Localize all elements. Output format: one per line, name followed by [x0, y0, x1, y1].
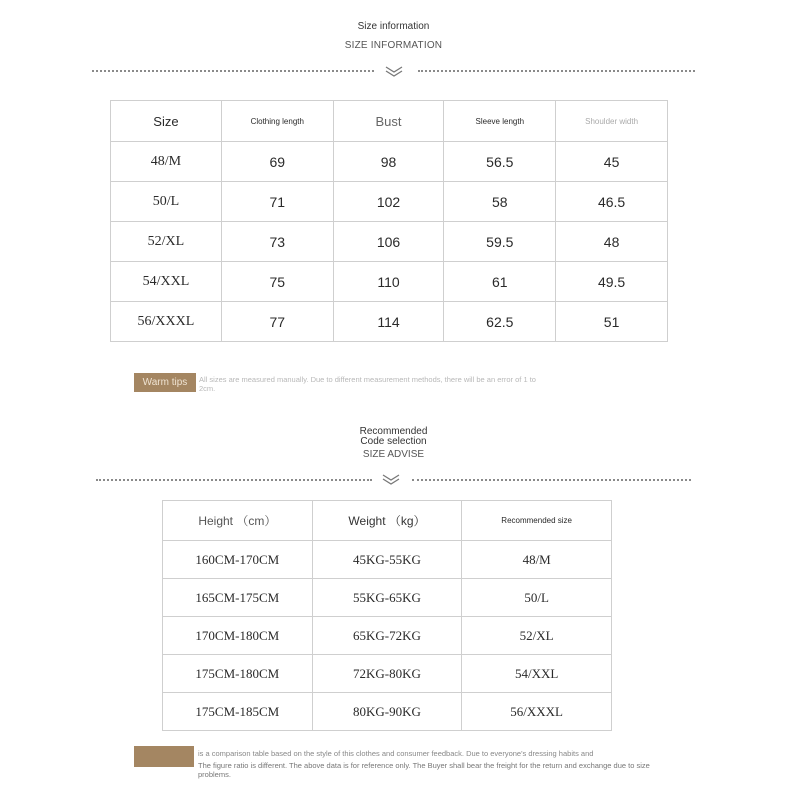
- advise-table-header: [163, 501, 612, 541]
- size-table: [110, 100, 668, 342]
- size-info-subtitle: SIZE INFORMATION: [344, 40, 443, 51]
- header-shoulder-width: Shoulder width: [556, 101, 668, 142]
- size-cell: 54/XXL: [111, 262, 222, 302]
- table-row: [163, 541, 612, 579]
- header-sleeve-length: Sleeve length: [444, 101, 556, 142]
- sleeve-length-cell: 62.5: [444, 302, 556, 342]
- clothing-length-cell: 71: [221, 182, 333, 222]
- height-cell: 165CM-175CM: [163, 579, 313, 617]
- height-cell: 170CM-180CM: [163, 617, 313, 655]
- weight-cell: 55KG-65KG: [312, 579, 462, 617]
- height-cell: 160CM-170CM: [163, 541, 313, 579]
- bust-cell: 110: [333, 262, 444, 302]
- recommended-size-cell: 50/L: [462, 579, 612, 617]
- recommended-title-line1: Recommended: [359, 426, 428, 437]
- size-table-header: [111, 101, 668, 142]
- height-cell: 175CM-185CM: [163, 693, 313, 731]
- divider-right: [418, 70, 695, 72]
- divider-right: [412, 479, 691, 481]
- bust-cell: 114: [333, 302, 444, 342]
- bust-cell: 102: [333, 182, 444, 222]
- clothing-length-cell: 77: [221, 302, 333, 342]
- size-cell: 52/XL: [111, 222, 222, 262]
- table-row: [163, 693, 612, 731]
- table-row: [111, 302, 668, 342]
- header-height: Height （cm）: [163, 501, 313, 541]
- header-clothing-length: Clothing length: [221, 101, 333, 142]
- bust-cell: 106: [333, 222, 444, 262]
- sleeve-length-cell: 58: [444, 182, 556, 222]
- divider-left: [96, 479, 372, 481]
- recommended-size-cell: 52/XL: [462, 617, 612, 655]
- header-weight: Weight （kg）: [312, 501, 462, 541]
- sleeve-length-cell: 59.5: [444, 222, 556, 262]
- weight-cell: 45KG-55KG: [312, 541, 462, 579]
- size-cell: 56/XXXL: [111, 302, 222, 342]
- recommended-size-cell: 56/XXXL: [462, 693, 612, 731]
- header-bust: Bust: [333, 101, 444, 142]
- header-size: Size: [111, 101, 222, 142]
- size-advise-table: [162, 500, 612, 731]
- clothing-length-cell: 69: [221, 142, 333, 182]
- shoulder-width-cell: 51: [556, 302, 668, 342]
- recommended-size-cell: 48/M: [462, 541, 612, 579]
- note-line2: The figure ratio is different. The above data is for reference only. The Buyer shall bear the freight for the return and exchange due to size problems.: [198, 761, 650, 779]
- weight-cell: 80KG-90KG: [312, 693, 462, 731]
- divider-left: [92, 70, 374, 72]
- table-row: [111, 142, 668, 182]
- table-row: [111, 182, 668, 222]
- size-cell: 48/M: [111, 142, 222, 182]
- table-row: [163, 617, 612, 655]
- height-cell: 175CM-180CM: [163, 655, 313, 693]
- shoulder-width-cell: 45: [556, 142, 668, 182]
- sleeve-length-cell: 56.5: [444, 142, 556, 182]
- weight-cell: 72KG-80KG: [312, 655, 462, 693]
- recommended-title-line2: Code selection: [360, 436, 427, 447]
- header-recommended-size: Recommended size: [462, 501, 612, 541]
- chevron-down-icon: [381, 474, 401, 486]
- warm-tips-badge: Warm tips: [134, 373, 196, 392]
- size-advise-subtitle: SIZE ADVISE: [362, 449, 425, 460]
- note-line1: is a comparison table based on the style of this clothes and consumer feedback. Due to everyone's dressing habits and: [198, 749, 594, 758]
- table-row: [163, 579, 612, 617]
- table-row: [111, 262, 668, 302]
- table-row: [111, 222, 668, 262]
- warm-tips-text: All sizes are measured manually. Due to different measurement methods, there will be an error of 1 to 2cm.: [199, 375, 536, 393]
- bust-cell: 98: [333, 142, 444, 182]
- chevron-down-icon: [384, 66, 404, 78]
- table-row: [163, 655, 612, 693]
- recommended-size-cell: 54/XXL: [462, 655, 612, 693]
- shoulder-width-cell: 46.5: [556, 182, 668, 222]
- sleeve-length-cell: 61: [444, 262, 556, 302]
- clothing-length-cell: 73: [221, 222, 333, 262]
- note-badge: [134, 746, 194, 767]
- size-info-title: Size information: [357, 21, 430, 32]
- shoulder-width-cell: 48: [556, 222, 668, 262]
- size-cell: 50/L: [111, 182, 222, 222]
- weight-cell: 65KG-72KG: [312, 617, 462, 655]
- clothing-length-cell: 75: [221, 262, 333, 302]
- shoulder-width-cell: 49.5: [556, 262, 668, 302]
